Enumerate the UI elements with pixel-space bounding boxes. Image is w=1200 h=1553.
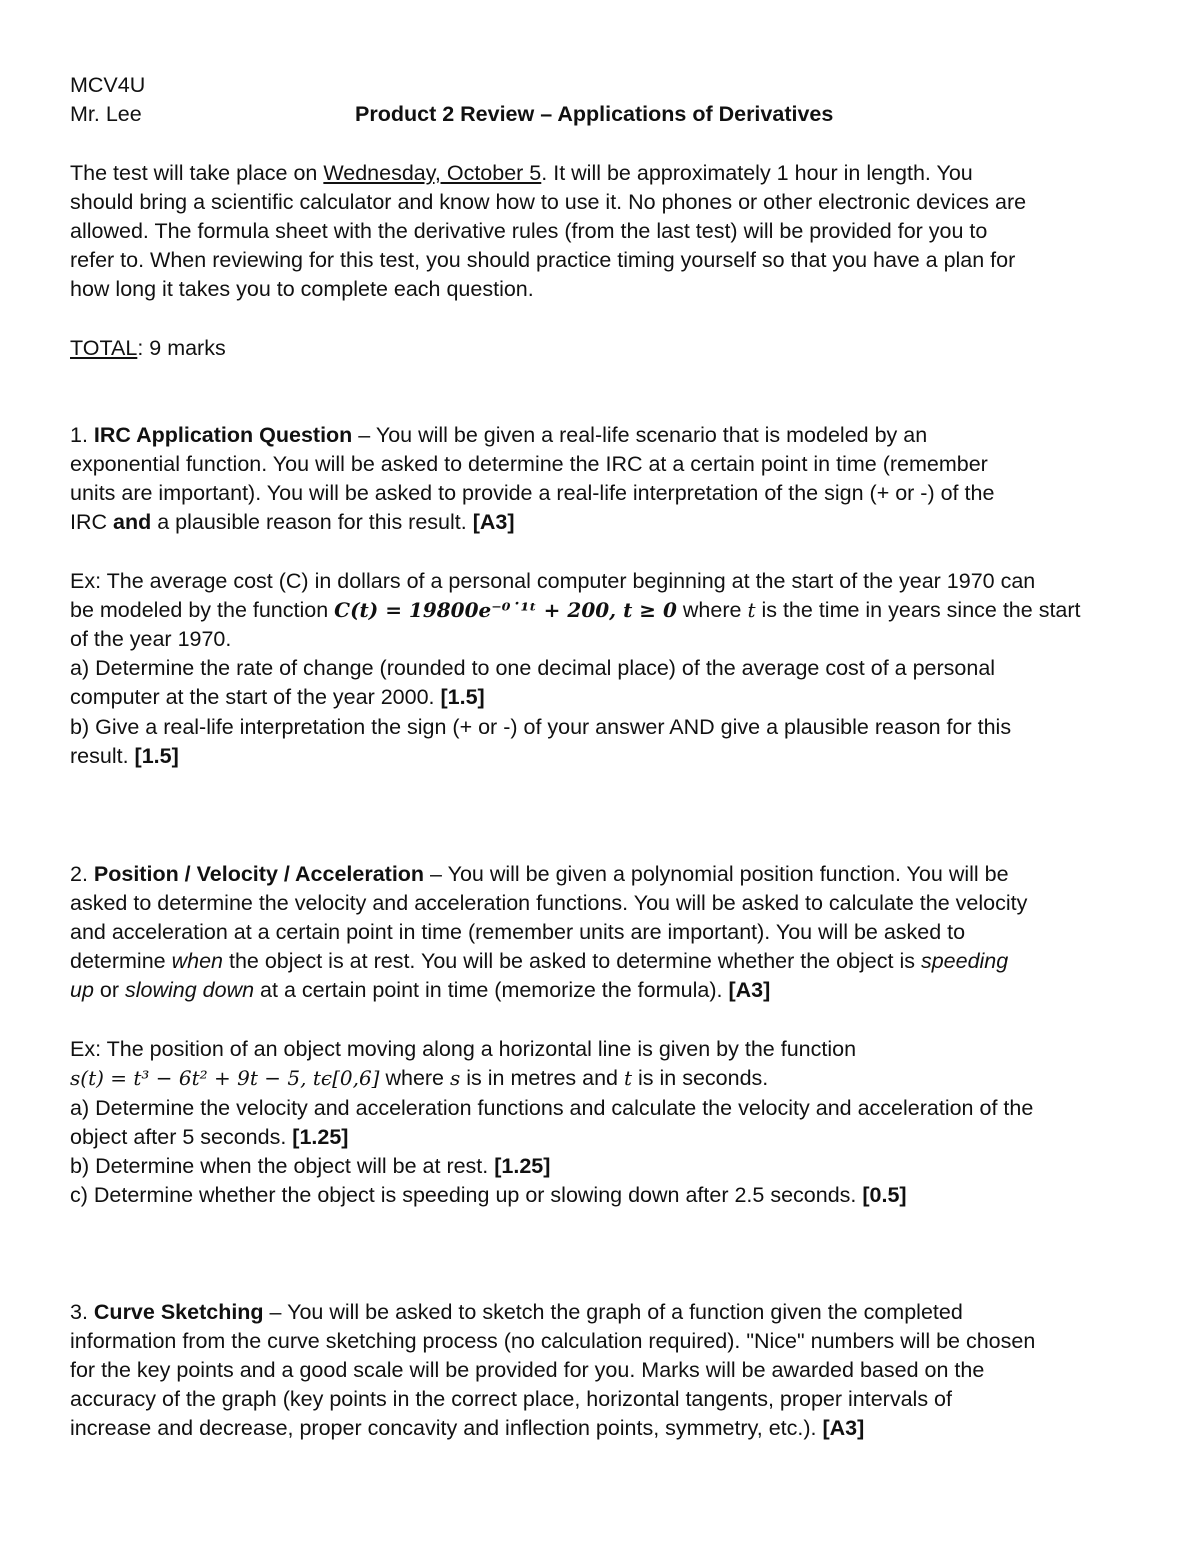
- q2-part-c: c) Determine whether the object is speeding up or slowing down after 2.5 seconds. [0.5]: [70, 1183, 907, 1207]
- q2-part-a: object after 5 seconds. [1.25]: [70, 1125, 349, 1149]
- q3-line: for the key points and a good scale will be provided for you. Marks will be awarded based on the: [70, 1358, 985, 1382]
- q1-example: of the year 1970.: [70, 627, 232, 651]
- q2-part-b: b) Determine when the object will be at rest. [1.25]: [70, 1154, 551, 1178]
- q2-heading: Position / Velocity / Acceleration: [93, 862, 425, 886]
- q1-marks: [A3]: [472, 510, 515, 534]
- q1-part-a: computer at the start of the year 2000. [1.5]: [70, 685, 485, 709]
- intro-line: how long it takes you to complete each question.: [70, 277, 534, 301]
- course-code: MCV4U: [70, 73, 146, 97]
- intro-line: should bring a scientific calculator and know how to use it. No phones or other electronic devices are: [70, 190, 1027, 214]
- page-title: Product 2 Review – Applications of Derivatives: [355, 102, 834, 126]
- q2-heading-line: 2. Position / Velocity / Acceleration – You will be given a polynomial position function. You will be: [70, 862, 1009, 886]
- q2-marks: [A3]: [728, 978, 771, 1002]
- intro-line: refer to. When reviewing for this test, you should practice timing yourself so that you have a plan for: [70, 248, 1016, 272]
- q2-line: up or slowing down at a certain point in time (memorize the formula). [A3]: [70, 978, 771, 1002]
- q1-line: exponential function. You will be asked to determine the IRC at a certain point in time (remember: [70, 452, 988, 476]
- q1-part-b: b) Give a real-life interpretation the sign (+ or -) of your answer AND give a plausible reason for this: [70, 715, 1012, 739]
- q1-part-a: a) Determine the rate of change (rounded to one decimal place) of the average cost of a personal: [70, 656, 996, 680]
- intro-line: The test will take place on Wednesday, October 5. It will be approximately 1 hour in length. You: [70, 161, 973, 185]
- q2-example: Ex: The position of an object moving along a horizontal line is given by the function: [70, 1037, 857, 1061]
- q2-part-a: a) Determine the velocity and acceleration functions and calculate the velocity and acceleration of the: [70, 1096, 1034, 1120]
- q1-example: be modeled by the function C(t) = 19800e⁻⁰˙¹ᵗ + 200, t ≥ 0 where t is the time in years since the start: [70, 598, 1081, 622]
- q1-example: Ex: The average cost (C) in dollars of a personal computer beginning at the start of the year 1970 can: [70, 569, 1036, 593]
- q1-line: IRC and a plausible reason for this result. [A3]: [70, 510, 515, 534]
- q2-line: and acceleration at a certain point in time (remember units are important). You will be asked to: [70, 920, 966, 944]
- q1-line: units are important). You will be asked to provide a real-life interpretation of the sign (+ or -) of the: [70, 481, 995, 505]
- q2-line: asked to determine the velocity and acceleration functions. You will be asked to calculate the velocity: [70, 891, 1028, 915]
- q2-example: s(t) = t³ − 6t² + 9t − 5, tϵ[0,6] where s is in metres and t is in seconds.: [70, 1066, 769, 1090]
- q2-line: determine when the object is at rest. You will be asked to determine whether the object is speeding: [70, 949, 1009, 973]
- test-date: Wednesday, October 5: [323, 161, 542, 185]
- position-function-formula: s(t) = t³ − 6t² + 9t − 5, tϵ[0,6]: [70, 1066, 380, 1090]
- cost-function-formula: C(t) = 19800e⁻⁰˙¹ᵗ + 200, t ≥ 0: [334, 598, 677, 622]
- q3-line: accuracy of the graph (key points in the correct place, horizontal tangents, proper intervals of: [70, 1387, 952, 1411]
- q3-marks: [A3]: [822, 1416, 865, 1440]
- q1-heading: IRC Application Question: [93, 423, 353, 447]
- total-marks: TOTAL: 9 marks: [70, 336, 226, 360]
- q3-heading: Curve Sketching: [93, 1300, 264, 1324]
- q1-heading-line: 1. IRC Application Question – You will be given a real-life scenario that is modeled by an: [70, 423, 928, 447]
- q3-line: increase and decrease, proper concavity and inflection points, symmetry, etc.). [A3]: [70, 1416, 865, 1440]
- q1-part-b: result. [1.5]: [70, 744, 179, 768]
- intro-line: allowed. The formula sheet with the derivative rules (from the last test) will be provided for you to: [70, 219, 988, 243]
- teacher-name: Mr. Lee: [70, 102, 142, 126]
- q3-line: information from the curve sketching process (no calculation required). "Nice" numbers will be chosen: [70, 1329, 1036, 1353]
- q3-heading-line: 3. Curve Sketching – You will be asked to sketch the graph of a function given the completed: [70, 1300, 963, 1324]
